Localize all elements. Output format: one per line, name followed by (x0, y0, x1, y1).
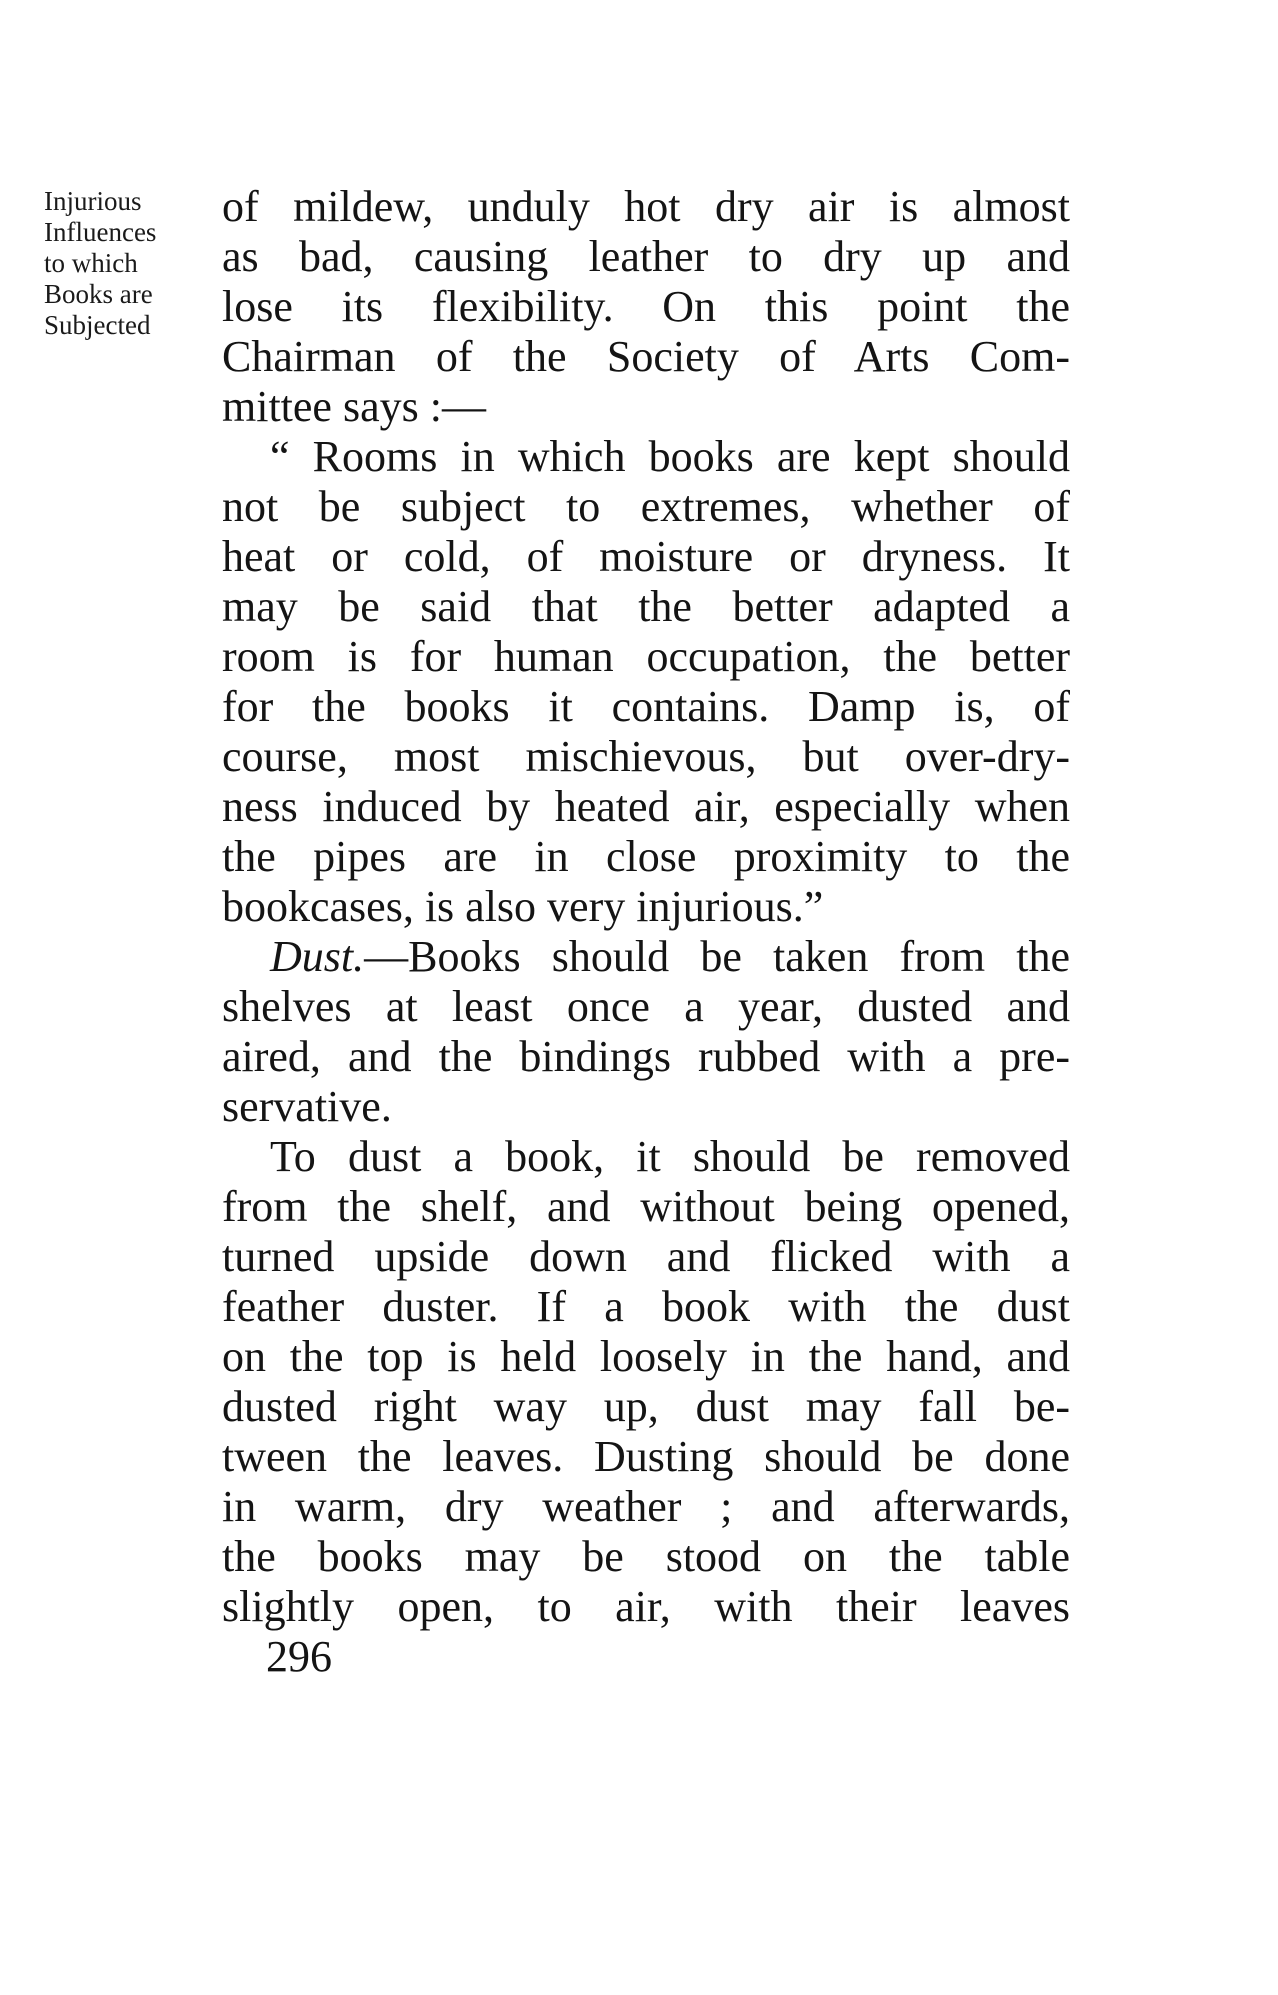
text-line: tween the leaves. Dusting should be done (222, 1432, 1070, 1481)
text-line: slightly open, to air, with their leaves (222, 1582, 1070, 1631)
quote-line: may be said that the better adapted a (222, 582, 1070, 631)
dust-first-text: —Books should be taken from the (364, 932, 1070, 981)
text-line: on the top is held loosely in the hand, and (222, 1332, 1070, 1381)
margin-note-line: Injurious (44, 186, 142, 216)
text-line: shelves at least once a year, dusted and (222, 982, 1070, 1031)
text-line: feather duster. If a book with the dust (222, 1282, 1070, 1331)
quote-line: heat or cold, of moisture or dryness. It (222, 532, 1070, 581)
text-line: mittee says :— (222, 382, 486, 431)
text-line: turned upside down and flicked with a (222, 1232, 1070, 1281)
margin-note-line: Influences (44, 217, 157, 247)
page-number: 296 (266, 1632, 332, 1681)
text-line: lose its flexibility. On this point the (222, 282, 1070, 331)
text-line: Chairman of the Society of Arts Com- (222, 332, 1070, 381)
quote-line: bookcases, is also very injurious.” (222, 882, 824, 931)
text-line: of mildew, unduly hot dry air is almost (222, 182, 1070, 231)
text-line: from the shelf, and without being opened, (222, 1182, 1070, 1231)
margin-note-line: to which (44, 248, 138, 278)
dust-first-line (222, 932, 1070, 982)
quote-line: the pipes are in close proximity to the (222, 832, 1070, 881)
text-line: dusted right way up, dust may fall be- (222, 1382, 1070, 1431)
text-line: To dust a book, it should be removed (270, 1132, 1070, 1181)
margin-note-line: Subjected (44, 310, 151, 340)
margin-note-line: Books are (44, 279, 153, 309)
body-text (222, 182, 1070, 1632)
quote-line: for the books it contains. Damp is, of (222, 682, 1070, 731)
quote-line: course, most mischievous, but over-dry- (222, 732, 1070, 781)
margin-note (44, 186, 194, 341)
quote-line: ness induced by heated air, especially when (222, 782, 1070, 831)
text-line: aired, and the bindings rubbed with a pre- (222, 1032, 1070, 1081)
quote-line: “ Rooms in which books are kept should (270, 432, 1070, 481)
quote-line: not be subject to extremes, whether of (222, 482, 1070, 531)
text-line: in warm, dry weather ; and afterwards, (222, 1482, 1070, 1531)
dust-heading: Dust. (270, 932, 365, 981)
text-line: servative. (222, 1082, 392, 1131)
quote-line: room is for human occupation, the better (222, 632, 1070, 681)
text-line: the books may be stood on the table (222, 1532, 1070, 1581)
text-line: as bad, causing leather to dry up and (222, 232, 1070, 281)
